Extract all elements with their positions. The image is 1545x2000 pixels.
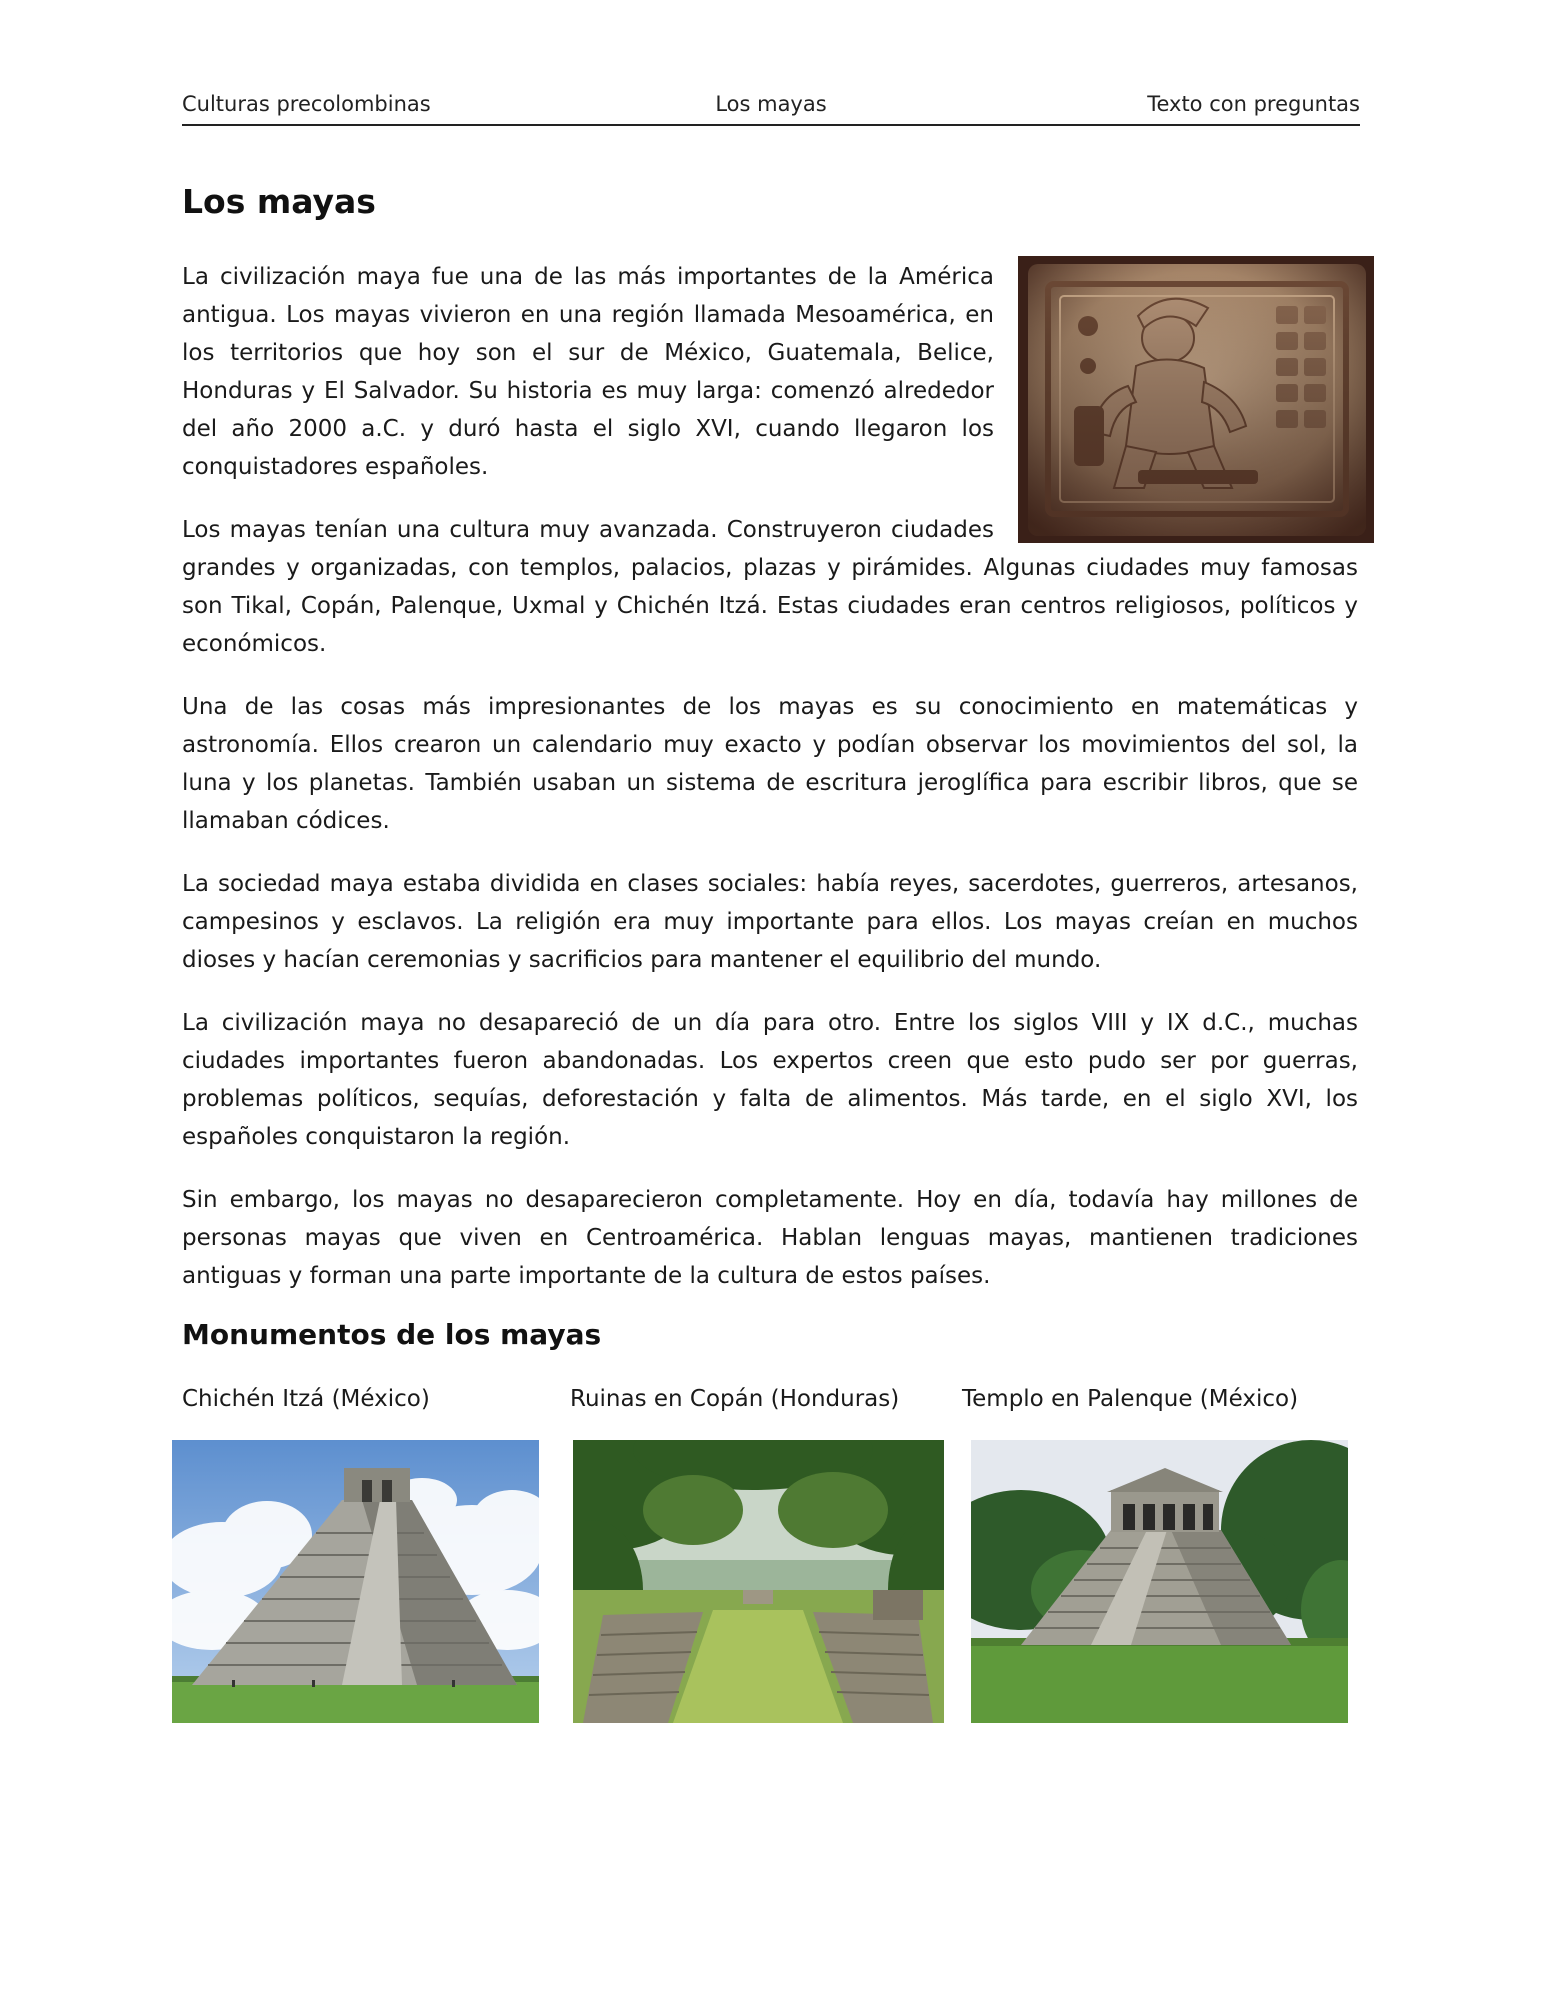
caption-palenque: Templo en Palenque (México): [962, 1386, 1299, 1412]
paragraph-2: Los mayas tenían una cultura muy avanzada. Construyeron ciudades grandes y organizadas, con templos, palacios, plazas y pirámides. Algunas ciudades muy famosas son Tikal, Copán, Palenque, Uxmal y Chichén Itzá. Estas ciudades eran centros religiosos, políticos y económicos.: [182, 517, 1358, 657]
maya-stone-relief-image: [1018, 256, 1374, 543]
page-title: Los mayas: [182, 182, 376, 221]
copan-ruins-photo: [573, 1440, 944, 1723]
caption-chichen-itza: Chichén Itzá (México): [182, 1386, 430, 1412]
paragraph-4: La sociedad maya estaba dividida en clases sociales: había reyes, sacerdotes, guerreros, artesanos, campesinos y esclavos. La religión era muy importante para ellos. Los mayas creían en muchos dioses y hacían ceremonias y sacrificios para mantener el equilibrio del mundo.: [182, 871, 1358, 973]
palenque-temple-photo: [971, 1440, 1348, 1723]
paragraph-1: La civilización maya fue una de las más importantes de la América antigua. Los mayas vivieron en una región llamada Mesoamérica, en los territorios que hoy son el sur de México, Guatemala, Belice, Honduras y El Salvador. Su historia es muy larga: comenzó alrededor del año 2000 a.C. y duró hasta el siglo XVI, cuando llegaron los conquistadores españoles.: [182, 264, 994, 480]
article-body: [182, 258, 1358, 1320]
paragraph-6: Sin embargo, los mayas no desaparecieron completamente. Hoy en día, todavía hay millones de personas mayas que viven en Centroamérica. Hablan lenguas mayas, mantienen tradiciones antiguas y forman una parte importante de la cultura de estos países.: [182, 1187, 1358, 1289]
paragraph-3: Una de las cosas más impresionantes de los mayas es su conocimiento en matemáticas y astronomía. Ellos crearon un calendario muy exacto y podían observar los movimientos del sol, la luna y los planetas. También usaban un sistema de escritura jeroglífica para escribir libros, que se llamaban códices.: [182, 694, 1358, 834]
caption-copan: Ruinas en Copán (Honduras): [570, 1386, 900, 1412]
paragraph-5: La civilización maya no desapareció de un día para otro. Entre los siglos VIII y IX d.C., muchas ciudades importantes fueron abandonadas. Los expertos creen que esto pudo ser por guerras, problemas políticos, sequías, deforestación y falta de alimentos. Más tarde, en el siglo XVI, los españoles conquistaron la región.: [182, 1010, 1358, 1150]
monuments-section-title: Monumentos de los mayas: [182, 1318, 602, 1351]
header-right-text: Texto con preguntas: [1147, 92, 1360, 116]
chichen-itza-photo: [172, 1440, 539, 1723]
page-header: [182, 88, 1360, 126]
header-left-text: Culturas precolombinas: [182, 92, 431, 116]
header-center-text: Los mayas: [715, 92, 827, 116]
